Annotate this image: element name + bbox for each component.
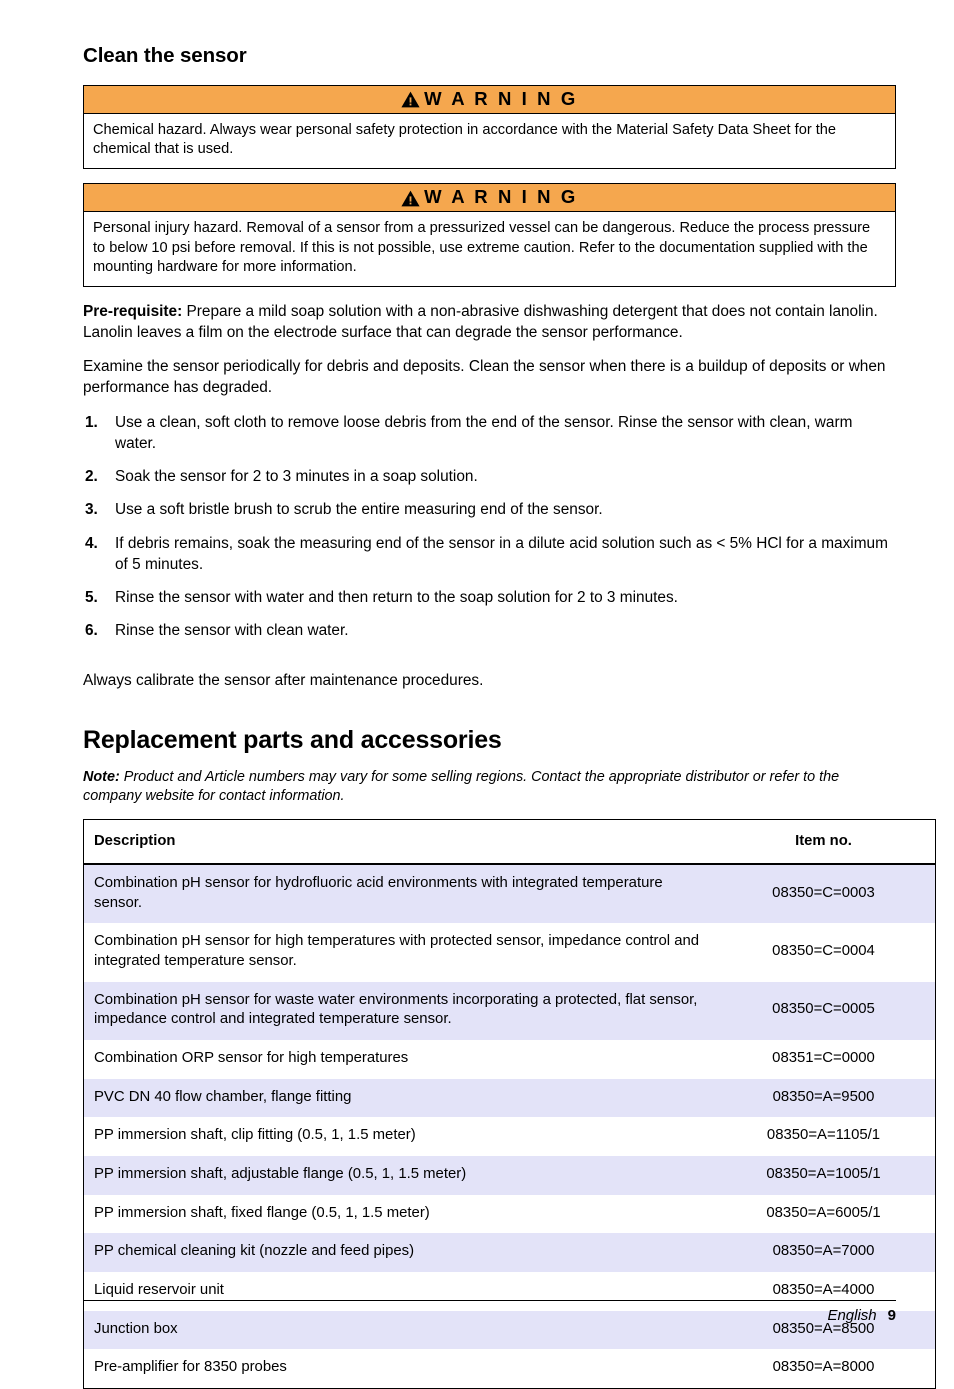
footer-content xyxy=(83,1301,896,1324)
warning-triangle-icon xyxy=(401,91,420,108)
cell-description: Liquid reservoir unit xyxy=(84,1272,713,1311)
cell-description: Combination ORP sensor for high temperatures xyxy=(84,1040,713,1079)
warning-body-text: Chemical hazard. Always wear personal safety protection in accordance with the Material Safety Data Sheet for the chemical that is used. xyxy=(93,122,837,158)
cell-description: Junction box xyxy=(84,1311,713,1350)
list-item xyxy=(83,499,896,520)
warning-banner xyxy=(84,86,895,115)
warning-triangle-icon xyxy=(401,190,420,207)
cell-item-no: 08350=A=9500 xyxy=(712,1079,936,1118)
cell-item-no: 08350=A=8000 xyxy=(712,1349,936,1388)
step-number: 5. xyxy=(85,589,98,607)
table-row xyxy=(84,1233,936,1272)
list-item xyxy=(83,533,896,576)
step-number: 6. xyxy=(85,622,98,640)
cell-item-no: 08350=C=0003 xyxy=(712,864,936,923)
cell-item-no: 08350=A=8500 xyxy=(712,1311,936,1350)
cell-description: PVC DN 40 flow chamber, flange fitting xyxy=(84,1079,713,1118)
cell-item-no: 08350=A=1105/1 xyxy=(712,1117,936,1156)
page-footer xyxy=(83,1300,896,1324)
cell-description: Combination pH sensor for waste water environments incorporating a protected, flat sensor, impedance control and integrated temperature sensor. xyxy=(84,982,713,1040)
step-text: If debris remains, soak the measuring end of the sensor in a dilute acid solution such as < 5% HCl for a maximum of 5 minutes. xyxy=(115,534,888,573)
note-paragraph xyxy=(83,768,896,806)
warning-body-text: Personal injury hazard. Removal of a sensor from a pressurized vessel can be dangerous. Reduce the process pressure to below 10 psi before removal. If this is not possible, use extreme caution. Refer to the documentation supplied with the mounting hardware for more information. xyxy=(93,220,871,276)
cell-description: PP immersion shaft, clip fitting (0.5, 1, 1.5 meter) xyxy=(84,1117,713,1156)
footer-language: English xyxy=(827,1307,877,1324)
cell-item-no: 08350=C=0005 xyxy=(712,982,936,1040)
closing-paragraph: Always calibrate the sensor after maintenance procedures. xyxy=(83,671,484,689)
page-title: Clean the sensor xyxy=(83,44,247,67)
cleaning-steps-list xyxy=(83,412,896,642)
step-number: 2. xyxy=(85,468,98,486)
table-row xyxy=(84,1156,936,1195)
cell-description: Pre-amplifier for 8350 probes xyxy=(84,1349,713,1388)
cell-item-no: 08350=A=4000 xyxy=(712,1272,936,1311)
table-head xyxy=(84,819,936,864)
warning-label: W A R N I N G xyxy=(424,87,578,109)
step-text: Use a soft bristle brush to scrub the entire measuring end of the sensor. xyxy=(115,501,603,519)
cell-description: PP immersion shaft, adjustable flange (0.5, 1, 1.5 meter) xyxy=(84,1156,713,1195)
column-header-description: Description xyxy=(84,819,713,864)
step-text: Rinse the sensor with water and then return to the soap solution for 2 to 3 minutes. xyxy=(115,589,678,607)
step-number: 4. xyxy=(85,534,98,552)
warning-banner xyxy=(84,184,895,213)
step-text: Rinse the sensor with clean water. xyxy=(115,622,349,640)
note-text: Product and Article numbers may vary for some selling regions. Contact the appropriate distributor or refer to the company website for contact information. xyxy=(83,768,840,804)
table-row xyxy=(84,982,936,1040)
cell-description: Combination pH sensor for high temperatures with protected sensor, impedance control and integrated temperature sensor. xyxy=(84,923,713,981)
list-item xyxy=(83,412,896,455)
table-row xyxy=(84,864,936,923)
column-header-item-no: Item no. xyxy=(712,819,936,864)
step-number: 1. xyxy=(85,413,98,431)
prerequisite-label: Pre-requisite: xyxy=(83,302,183,320)
step-text: Soak the sensor for 2 to 3 minutes in a soap solution. xyxy=(115,468,478,486)
cell-description: PP chemical cleaning kit (nozzle and feed pipes) xyxy=(84,1233,713,1272)
replacement-parts-heading: Replacement parts and accessories xyxy=(83,725,502,754)
page-content xyxy=(83,44,896,1389)
table-row xyxy=(84,1195,936,1234)
warning-box-personal-injury xyxy=(83,183,896,287)
step-number: 3. xyxy=(85,501,98,519)
cell-item-no: 08350=A=1005/1 xyxy=(712,1156,936,1195)
table-row xyxy=(84,1040,936,1079)
table-header-row xyxy=(84,819,936,864)
prerequisite-paragraph xyxy=(83,301,896,344)
list-item xyxy=(83,466,896,487)
note-label: Note: xyxy=(83,768,120,785)
table-row xyxy=(84,1117,936,1156)
list-item xyxy=(83,587,896,608)
cell-item-no: 08350=A=7000 xyxy=(712,1233,936,1272)
prerequisite-text: Prepare a mild soap solution with a non-abrasive dishwashing detergent that does not contain lanolin. Lanolin leaves a film on the electrode surface that can degrade the sensor performance. xyxy=(83,302,878,341)
table-row xyxy=(84,1349,936,1388)
cell-description: Combination pH sensor for hydrofluoric acid environments with integrated temperature sensor. xyxy=(84,864,713,923)
cell-item-no: 08351=C=0000 xyxy=(712,1040,936,1079)
spacer xyxy=(83,704,896,726)
cell-item-no: 08350=C=0004 xyxy=(712,923,936,981)
table-row xyxy=(84,1079,936,1118)
footer-page-number: 9 xyxy=(887,1307,896,1324)
intro-paragraph: Examine the sensor periodically for debris and deposits. Clean the sensor when there is a buildup of deposits or when performance has degraded. xyxy=(83,358,886,397)
cell-item-no: 08350=A=6005/1 xyxy=(712,1195,936,1234)
list-item xyxy=(83,620,896,641)
warning-label: W A R N I N G xyxy=(424,185,578,207)
warning-box-chemical-hazard xyxy=(83,85,896,169)
cell-description: PP immersion shaft, fixed flange (0.5, 1, 1.5 meter) xyxy=(84,1195,713,1234)
spacer xyxy=(83,654,896,670)
table-row xyxy=(84,923,936,981)
step-text: Use a clean, soft cloth to remove loose debris from the end of the sensor. Rinse the sensor with clean, warm water. xyxy=(115,413,853,452)
